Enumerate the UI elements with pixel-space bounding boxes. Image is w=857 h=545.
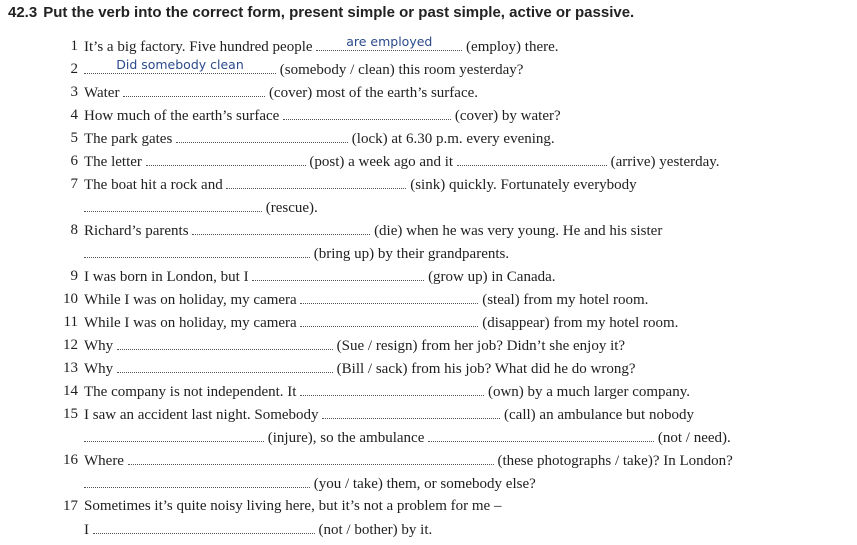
item-text: (Bill / sack) from his job? What did he do wrong? bbox=[332, 361, 636, 377]
item-text: (injure), so the ambulance bbox=[264, 430, 429, 446]
answer-blank[interactable] bbox=[84, 427, 264, 442]
answer-blank[interactable] bbox=[300, 289, 478, 304]
answer-blank[interactable] bbox=[146, 151, 306, 166]
item-number: 10 bbox=[63, 291, 78, 307]
item-text: (rescue). bbox=[262, 200, 318, 216]
item-text: (steal) from my hotel room. bbox=[478, 292, 649, 308]
item-text: (disappear) from my hotel room. bbox=[478, 315, 679, 331]
answer-blank[interactable] bbox=[117, 335, 333, 350]
item-number: 9 bbox=[70, 268, 78, 284]
item-text: (arrive) yesterday. bbox=[606, 154, 720, 170]
answer-blank[interactable] bbox=[84, 197, 262, 212]
exercise-number: 42.3 bbox=[8, 4, 38, 21]
answer-blank[interactable] bbox=[226, 174, 406, 189]
item-text: The company is not independent. It bbox=[84, 384, 301, 400]
answer-blank[interactable] bbox=[283, 105, 451, 120]
item-number: 8 bbox=[70, 222, 78, 238]
item-text: (not / need). bbox=[654, 430, 731, 446]
item-text: (own) by a much larger company. bbox=[484, 384, 690, 400]
item-number: 15 bbox=[63, 406, 78, 422]
item-text: (somebody / clean) this room yesterday? bbox=[276, 62, 524, 78]
answer-blank[interactable] bbox=[428, 427, 654, 442]
item-text: Sometimes it’s quite noisy living here, but it’s not a problem for me – bbox=[84, 498, 502, 514]
item-text: (die) when he was very young. He and his sister bbox=[370, 223, 663, 239]
item-text: The boat hit a rock and bbox=[84, 177, 227, 193]
item-text: (cover) most of the earth’s surface. bbox=[265, 85, 479, 101]
item-text: Where bbox=[84, 453, 128, 469]
item-number: 1 bbox=[70, 38, 78, 54]
item-text: (these photographs / take)? In London? bbox=[493, 453, 733, 469]
item-text: (cover) by water? bbox=[451, 108, 561, 124]
item-number: 7 bbox=[70, 176, 78, 192]
handwritten-answer: Did somebody clean bbox=[116, 57, 244, 72]
item-text: The park gates bbox=[84, 131, 177, 147]
answer-blank[interactable] bbox=[117, 358, 333, 373]
item-text: (Sue / resign) from her job? Didn’t she enjoy it? bbox=[332, 338, 626, 354]
item-text: Why bbox=[84, 361, 117, 377]
item-number: 3 bbox=[70, 84, 78, 100]
item-text: (you / take) them, or somebody else? bbox=[310, 476, 536, 492]
item-text: Water bbox=[84, 85, 124, 101]
item-number: 2 bbox=[70, 61, 78, 77]
answer-blank[interactable] bbox=[84, 473, 310, 488]
item-text: (lock) at 6.30 p.m. every evening. bbox=[348, 131, 555, 147]
answer-blank[interactable] bbox=[84, 243, 310, 258]
item-number: 12 bbox=[63, 337, 78, 353]
item-text: I bbox=[84, 522, 93, 538]
item-text: (sink) quickly. Fortunately everybody bbox=[406, 177, 637, 193]
item-text: (not / bother) by it. bbox=[314, 522, 433, 538]
item-number: 14 bbox=[63, 383, 78, 399]
answer-blank[interactable] bbox=[252, 266, 424, 281]
exercise-title bbox=[8, 4, 634, 21]
answer-blank[interactable] bbox=[128, 450, 494, 465]
answer-blank[interactable] bbox=[123, 82, 265, 97]
answer-blank[interactable] bbox=[93, 519, 315, 534]
item-text: I saw an accident last night. Somebody bbox=[84, 407, 323, 423]
item-text: I was born in London, but I bbox=[84, 269, 253, 285]
item-number: 17 bbox=[63, 498, 78, 514]
item-text: Why bbox=[84, 338, 117, 354]
exercise-instruction: Put the verb into the correct form, present simple or past simple, active or passive. bbox=[43, 4, 635, 21]
answer-blank[interactable] bbox=[322, 404, 500, 419]
item-text: It’s a big factory. Five hundred people bbox=[84, 39, 317, 55]
item-text: How much of the earth’s surface bbox=[84, 108, 284, 124]
handwritten-answer: are employed bbox=[346, 34, 433, 49]
item-number: 11 bbox=[63, 314, 78, 330]
item-number: 13 bbox=[63, 360, 78, 376]
item-number: 5 bbox=[70, 130, 78, 146]
answer-blank[interactable] bbox=[176, 128, 348, 143]
item-text: While I was on holiday, my camera bbox=[84, 292, 301, 308]
item-number: 6 bbox=[70, 153, 78, 169]
item-text: (post) a week ago and it bbox=[305, 154, 457, 170]
item-text: Richard’s parents bbox=[84, 223, 193, 239]
answer-blank[interactable] bbox=[316, 36, 462, 51]
item-text: While I was on holiday, my camera bbox=[84, 315, 301, 331]
item-text: (bring up) by their grandparents. bbox=[310, 246, 510, 262]
item-number: 4 bbox=[70, 107, 78, 123]
item-number: 16 bbox=[63, 452, 78, 468]
item-text: (call) an ambulance but nobody bbox=[500, 407, 694, 423]
answer-blank[interactable] bbox=[84, 59, 276, 74]
item-text: The letter bbox=[84, 154, 146, 170]
item-text: (grow up) in Canada. bbox=[424, 269, 556, 285]
item-text: (employ) there. bbox=[462, 39, 559, 55]
answer-blank[interactable] bbox=[300, 312, 478, 327]
answer-blank[interactable] bbox=[457, 151, 607, 166]
answer-blank[interactable] bbox=[300, 381, 484, 396]
answer-blank[interactable] bbox=[192, 220, 370, 235]
